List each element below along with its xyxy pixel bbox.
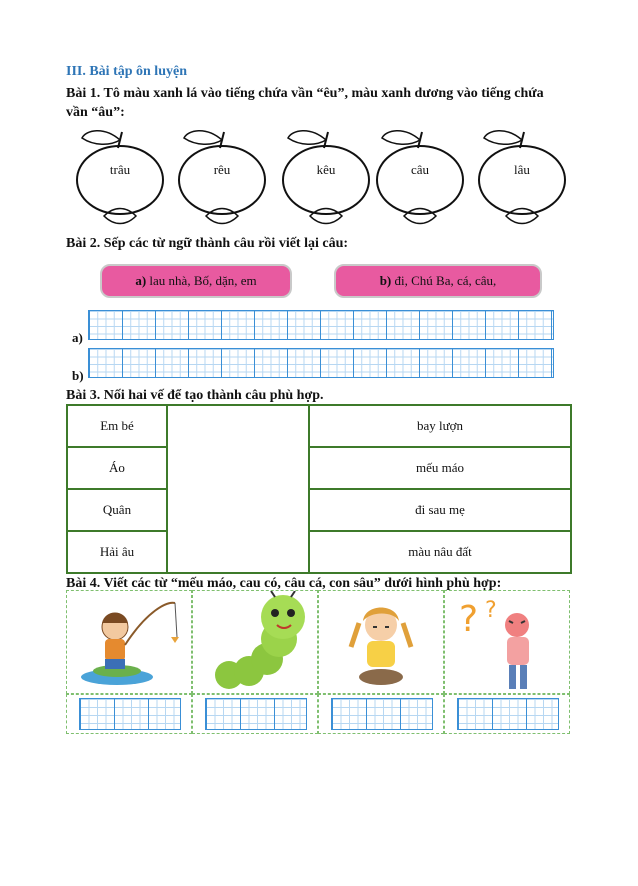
banner-a-text: [102, 273, 290, 289]
svg-text:?: ?: [459, 599, 479, 640]
banner-b-text: [336, 273, 540, 289]
left-cell[interactable]: Quân: [67, 489, 167, 531]
banner-b-words: đi, Chú Ba, cá, câu,: [394, 273, 497, 288]
exercise-1-title: Bài 1. Tô màu xanh lá vào tiếng chứa vần “êu”, màu xanh dương vào tiếng chứa vần “âu”:: [66, 86, 544, 120]
fruit-word: trâu: [109, 162, 131, 177]
connect-area[interactable]: [167, 405, 309, 573]
banner-a: [100, 264, 292, 298]
crying-girl-icon: [319, 591, 443, 693]
answer-box-4: [444, 694, 570, 734]
exercise-3-title: Bài 3. Nối hai vế để tạo thành câu phù hợp.: [66, 388, 324, 403]
row-label-a: a): [72, 330, 83, 345]
fruit-word: lâu: [514, 162, 530, 177]
picture-boy-fishing: [66, 590, 192, 694]
banner-b-label: b): [379, 273, 392, 288]
fruit-1[interactable]: [74, 124, 166, 228]
writing-grid[interactable]: [205, 698, 307, 730]
right-cell[interactable]: mếu máo: [309, 447, 571, 489]
writing-grid[interactable]: [331, 698, 433, 730]
table-row: [67, 531, 571, 573]
boy-fishing-icon: [67, 591, 191, 693]
right-cell[interactable]: bay lượn: [309, 405, 571, 447]
fruit-2[interactable]: [176, 124, 268, 228]
answer-box-2: [192, 694, 318, 734]
frowning-man-icon: [445, 591, 571, 693]
table-row: [67, 447, 571, 489]
left-cell[interactable]: Em bé: [67, 405, 167, 447]
banner-a-label: a): [135, 273, 147, 288]
writing-grid-a[interactable]: [88, 310, 554, 340]
writing-grid-b[interactable]: [88, 348, 554, 378]
banner-a-words: lau nhà, Bố, dặn, em: [149, 273, 257, 288]
right-cell[interactable]: màu nâu đất: [309, 531, 571, 573]
section-title: III. Bài tập ôn luyện: [66, 64, 187, 79]
answer-box-1: [66, 694, 192, 734]
fruit-word: kêu: [316, 162, 336, 177]
row-label-b: b): [72, 368, 84, 383]
banner-b: [334, 264, 542, 298]
picture-crying-girl: [318, 590, 444, 694]
table-row: [67, 489, 571, 531]
picture-caterpillar: [192, 590, 318, 694]
caterpillar-icon: [193, 591, 317, 693]
svg-text:?: ?: [485, 598, 497, 623]
writing-grid[interactable]: [79, 698, 181, 730]
left-cell[interactable]: Hải âu: [67, 531, 167, 573]
fruit-word: câu: [410, 162, 430, 177]
fruit-word: rêu: [213, 162, 231, 177]
exercise-2-title: Bài 2. Sếp các từ ngữ thành câu rồi viết lại câu:: [66, 236, 349, 251]
fruit-5[interactable]: [476, 124, 568, 228]
picture-frowning-man: [444, 590, 570, 694]
fruit-3[interactable]: [280, 124, 372, 228]
matching-table: [66, 404, 572, 574]
left-cell[interactable]: Áo: [67, 447, 167, 489]
writing-grid[interactable]: [457, 698, 559, 730]
fruit-4[interactable]: [374, 124, 466, 228]
exercise-4-title: Bài 4. Viết các từ “mếu máo, cau có, câu cá, con sâu” dưới hình phù hợp:: [66, 576, 502, 591]
answer-box-3: [318, 694, 444, 734]
right-cell[interactable]: đi sau mẹ: [309, 489, 571, 531]
table-row: [67, 405, 571, 447]
